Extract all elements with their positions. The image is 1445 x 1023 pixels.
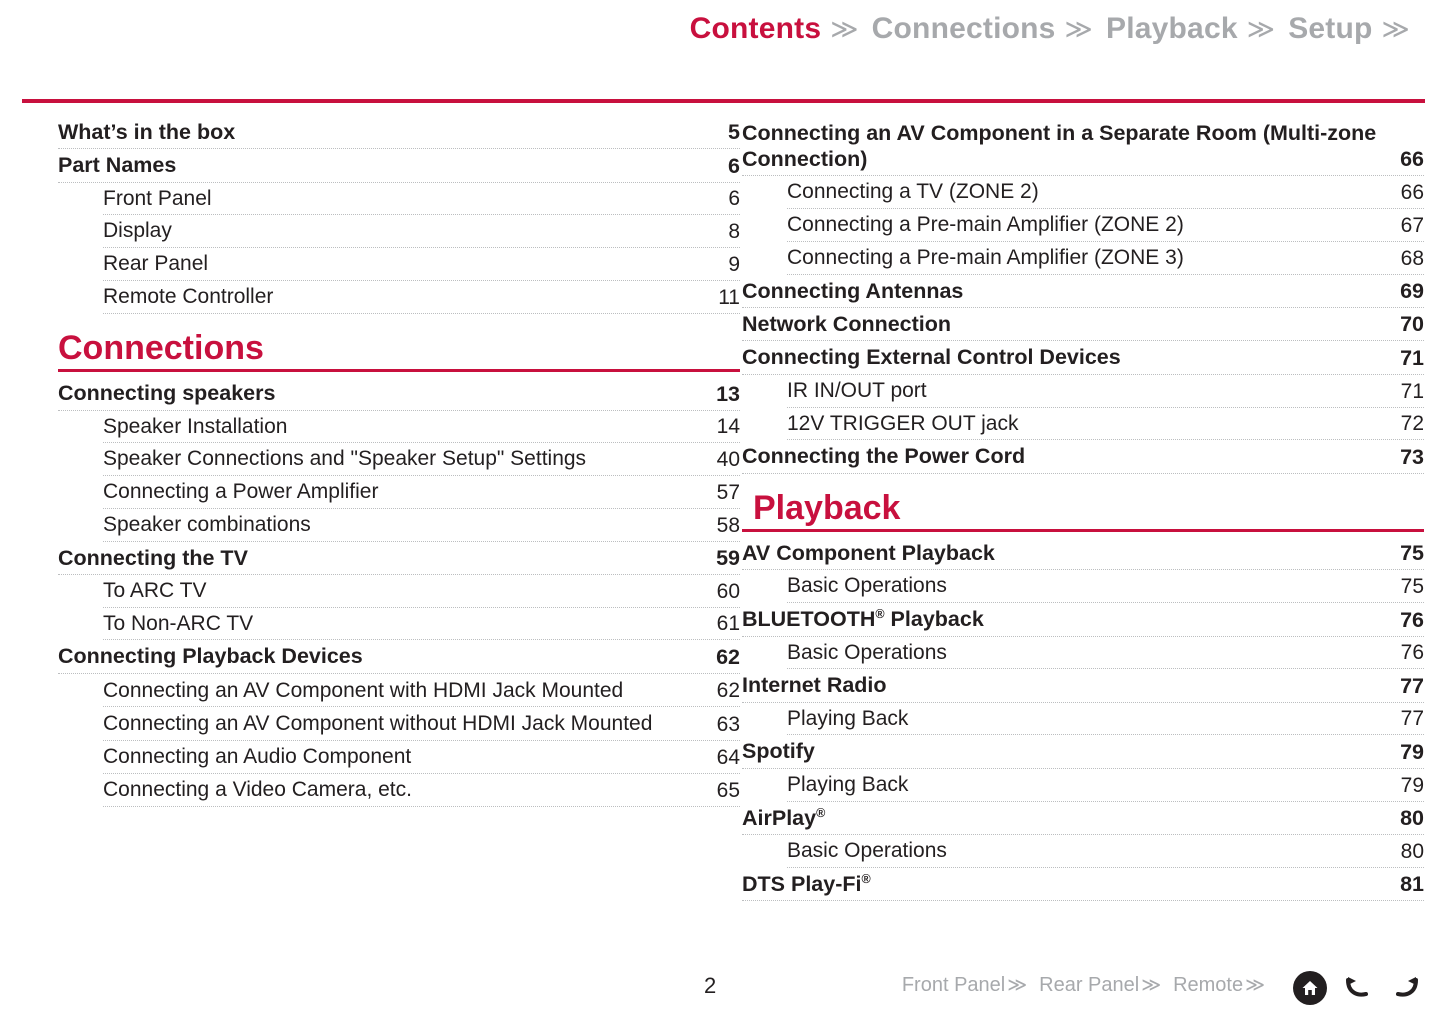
toc-entry[interactable] [103,187,740,216]
toc-entry-title: Connecting Playback Devices [58,644,363,669]
nav-tab-playback[interactable] [1106,12,1288,46]
toc-entry-title: Playing Back [787,706,909,730]
toc-entry[interactable] [58,644,740,673]
section-divider [742,529,1424,532]
toc-entry-title: Rear Panel [103,252,209,276]
toc-entry-page: 59 [716,545,740,570]
toc-entry-page: 6 [728,153,740,178]
chevron-right-icon: ≫ [1007,975,1028,996]
toc-entry-title: Connecting External Control Devices [742,345,1121,370]
toc-entry[interactable] [58,546,740,575]
toc-entry[interactable] [103,612,740,641]
toc-entry-page: 57 [716,480,740,504]
toc-entry-page: 80 [1400,839,1424,863]
chevron-right-icon: ≫ [1246,14,1276,44]
toc-entry-title: Speaker Installation [103,414,288,438]
toc-entry-title: Basic Operations [787,640,947,664]
chevron-right-icon: ≫ [1064,14,1094,44]
toc-entry[interactable] [787,412,1424,441]
toc-column-left [58,120,740,905]
toc-entry-page: 71 [1400,379,1424,403]
toc-entry[interactable] [58,120,740,149]
toc-entry-title: Connecting an AV Component without HDMI Jack Mounted [103,712,653,736]
toc-entry-title: Connecting speakers [58,381,276,406]
chevron-right-icon: ≫ [1381,14,1410,44]
nav-tab-contents-label: Contents [689,12,822,45]
footer-link-remote[interactable] [1173,974,1277,997]
toc-entry-title: To Non-ARC TV [103,611,254,635]
toc-entry-page: 65 [716,778,740,802]
toc-entry-title: Spotify [742,739,815,764]
toc-entry-page: 76 [1400,641,1424,665]
toc-entry-page: 80 [1400,805,1424,830]
toc-entry-title: 12V TRIGGER OUT jack [787,411,1019,435]
toc-entry-title: Speaker combinations [103,512,311,536]
toc-entry-page: 75 [1400,541,1424,566]
toc-entry-page: 63 [716,713,740,737]
toc-entry-title: Connecting the Power Cord [742,444,1026,469]
page-number: 2 [704,973,717,998]
page-footer [0,965,1445,1005]
toc-entry-title: Part Names [58,153,177,178]
toc-entry-page: 61 [716,612,740,636]
toc-entry-page: 64 [716,745,740,769]
toc-entry-page: 9 [728,253,740,277]
toc-entry[interactable] [742,739,1424,768]
section-heading-connections: Connections [58,328,264,367]
toc-entry-page: 8 [728,220,740,244]
toc-entry[interactable] [742,607,1424,636]
footer-links [902,974,1277,997]
toc-entry[interactable] [787,180,1424,209]
toc-entry-page: 40 [716,448,740,472]
toc-entry[interactable] [742,673,1424,702]
footer-link-front-panel[interactable] [902,974,1039,997]
toc-entry[interactable] [742,444,1424,473]
forward-icon[interactable] [1389,971,1423,1005]
toc-entry-page: 79 [1400,739,1424,764]
toc-entry-page: 67 [1400,213,1424,237]
toc-entry-page: 5 [728,120,740,145]
toc-entry[interactable] [787,574,1424,603]
top-navigation [690,12,1423,46]
registered-mark: ® [861,871,871,886]
toc-entry[interactable] [58,381,740,410]
toc-entry-title: Connecting an Audio Component [103,745,412,769]
toc-entry-title: Remote Controller [103,285,274,309]
toc-entry[interactable] [103,285,740,314]
toc-entry[interactable] [742,312,1424,341]
toc-entry-page: 76 [1400,607,1424,632]
toc-entry-page: 11 [718,285,740,309]
toc-entry-title: Connecting a Pre-main Amplifier (ZONE 3) [787,245,1184,269]
toc-entry-page: 68 [1400,246,1424,270]
nav-tab-connections[interactable] [872,12,1106,46]
toc-entry-page: 79 [1400,773,1424,797]
toc-entry-title: Front Panel [103,186,212,210]
toc-entry-page: 69 [1400,279,1424,304]
back-icon[interactable] [1341,971,1375,1005]
nav-tab-setup-label: Setup [1288,12,1373,45]
toc-entry-title: Connecting an AV Component in a Separate Room (Multi-zone Connection) [742,121,1377,172]
nav-tab-connections-label: Connections [871,12,1056,45]
footer-link-remote-label: Remote [1173,974,1244,996]
toc-entry-title-base: BLUETOOTH [742,607,876,632]
footer-link-front-panel-label: Front Panel [901,974,1006,996]
toc-entry-title: Display [103,219,172,243]
toc-entry[interactable] [787,839,1424,868]
toc-entry-title: Connecting a TV (ZONE 2) [787,180,1039,204]
registered-mark: ® [816,805,826,820]
toc-entry-page: 66 [1400,181,1424,205]
toc-entry[interactable] [103,579,740,608]
toc-entry-title-base: AirPlay [742,805,817,830]
toc-entry[interactable] [103,447,740,476]
chevron-right-icon: ≫ [1141,975,1162,996]
toc-entry[interactable] [787,213,1424,242]
toc-entry[interactable] [103,252,740,281]
toc-entry-title: Playing Back [787,772,909,796]
toc-entry-title: Connecting an AV Component with HDMI Jack Mounted [103,678,624,702]
footer-link-rear-panel-label: Rear Panel [1039,974,1140,996]
toc-entry[interactable] [103,745,740,774]
section-divider [58,369,740,372]
toc-entry-page: 60 [716,579,740,603]
toc-entry-page: 62 [716,644,740,669]
toc-entry-title [742,607,1398,632]
toc-entry-page: 6 [728,187,740,211]
toc-entry-page: 66 [1400,147,1424,172]
toc-entry-page: 13 [716,381,740,406]
home-icon[interactable] [1293,971,1327,1005]
toc-entry-page: 77 [1400,673,1424,698]
toc-entry-title: Network Connection [742,312,952,337]
toc-entry[interactable] [742,541,1424,570]
nav-tab-contents[interactable] [690,12,872,46]
toc-entry-title: Connecting the TV [58,545,248,570]
toc-entry[interactable] [103,513,740,542]
toc-entry[interactable] [103,480,740,509]
footer-link-rear-panel[interactable] [1039,974,1173,997]
toc-entry[interactable] [787,246,1424,275]
chevron-right-icon: ≫ [830,14,859,44]
toc-entry-title [742,806,1398,831]
toc-entry-page: 77 [1400,707,1424,731]
toc-entry-title: What’s in the box [58,120,236,144]
toc-entry[interactable] [787,707,1424,736]
toc-entry-title: IR IN/OUT port [787,378,927,402]
toc-entry-title: To ARC TV [103,578,207,602]
toc-entry-title: Connecting a Power Amplifier [103,480,379,504]
toc-entry[interactable] [742,345,1424,374]
toc-entry-title: Speaker Connections and "Speaker Setup" Settings [103,447,587,471]
toc-entry[interactable] [787,379,1424,408]
toc-entry-page: 14 [716,415,740,439]
toc-entry-page: 71 [1400,345,1424,370]
toc-entry-title: Connecting Antennas [742,278,964,303]
toc-entry-page: 73 [1400,444,1424,469]
toc-entry-title-tail: Playback [884,607,984,632]
toc-entry-title: Connecting a Video Camera, etc. [103,777,412,801]
toc-entry-title: Basic Operations [787,574,947,598]
chevron-right-icon: ≫ [1245,975,1265,996]
toc-entry[interactable] [787,773,1424,802]
toc-entry[interactable] [742,806,1424,835]
toc-entry-page: 70 [1400,312,1424,337]
toc-entry[interactable] [103,678,740,708]
nav-tab-playback-label: Playback [1106,12,1238,45]
toc-entry-page: 75 [1400,575,1424,599]
toc-entry-page: 58 [716,513,740,537]
toc-entry[interactable] [787,641,1424,670]
toc-entry-title [742,872,1398,897]
toc-column-right [742,120,1424,905]
toc-entry[interactable] [742,120,1424,176]
toc-entry-title-base: DTS Play-Fi [742,871,862,896]
toc-entry[interactable] [742,872,1424,901]
toc-entry[interactable] [58,153,740,182]
toc-entry[interactable] [103,219,740,248]
toc-entry-title: Connecting a Pre-main Amplifier (ZONE 2) [787,213,1184,237]
toc-entry[interactable] [103,415,740,444]
toc-entry-page: 72 [1400,412,1424,436]
registered-mark: ® [875,607,885,622]
header-divider [22,99,1425,103]
toc-entry[interactable] [103,778,740,807]
toc-entry-page: 81 [1400,872,1424,897]
toc-entry-title: Basic Operations [787,838,947,862]
footer-icon-group [1293,971,1423,1005]
toc-entry[interactable] [103,711,740,741]
section-heading-playback: Playback [753,488,901,527]
nav-tab-setup[interactable] [1288,12,1423,46]
toc-entry-page: 62 [716,679,740,703]
table-of-contents [0,120,1445,905]
toc-entry-title: AV Component Playback [742,541,995,566]
toc-entry[interactable] [742,279,1424,308]
toc-entry-title: Internet Radio [742,673,887,698]
